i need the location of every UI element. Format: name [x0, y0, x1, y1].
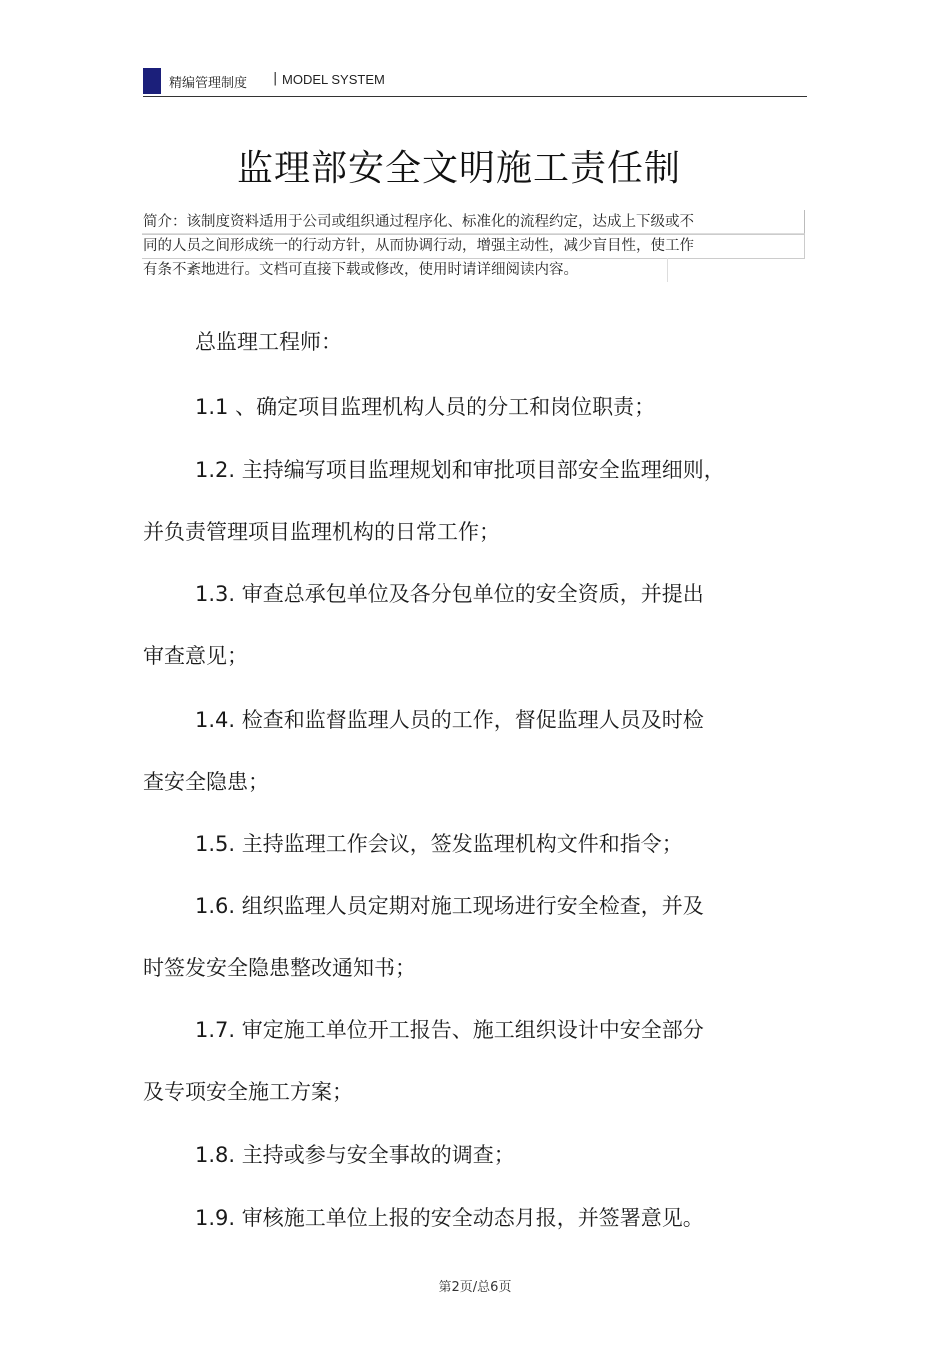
document-title: 监理部安全文明施工责任制: [236, 148, 681, 189]
intro-box-border: [142, 234, 805, 259]
intro-line: [143, 234, 805, 258]
body-line: 1.2. 主持编写项目监理规划和审批项目部安全监理细则，: [195, 458, 725, 482]
body-line: 及专项安全施工方案；: [143, 1080, 353, 1104]
body-line: 1.5. 主持监理工作会议，签发监理机构文件和指令；: [195, 832, 683, 856]
intro-text: 有条不紊地进行。文档可直接下载或修改，使用时请详细阅读内容。: [143, 262, 578, 278]
header-separator: |: [273, 71, 278, 86]
body-line: 1.3. 审查总承包单位及各分包单位的安全资质，并提出: [195, 582, 704, 606]
intro-section: [143, 210, 805, 282]
header-model-system: MODEL SYSTEM: [282, 72, 385, 87]
page-number: 第2页/总6页: [438, 1280, 512, 1295]
body-line: 时签发安全隐患整改通知书；: [143, 956, 416, 980]
header-title: 精编管理制度: [169, 76, 248, 91]
body-line: 1.1 、确定项目监理机构人员的分工和岗位职责；: [195, 395, 656, 419]
intro-box-border: [667, 258, 668, 282]
body-line: 1.8. 主持或参与安全事故的调查；: [195, 1143, 515, 1167]
body-line: 并负责管理项目监理机构的日常工作；: [143, 520, 500, 544]
intro-line: [143, 258, 805, 282]
logo-icon: [143, 68, 161, 94]
body-line: 1.7. 审定施工单位开工报告、施工组织设计中安全部分: [195, 1018, 704, 1042]
body-line: 查安全隐患；: [143, 770, 269, 794]
intro-box-border: [142, 210, 805, 234]
page-header: [143, 66, 807, 97]
intro-text: 同的人员之间形成统一的行动方针，从而协调行动，增强主动性，减少盲目性，使工作: [143, 238, 694, 254]
body-line: 审查意见；: [143, 644, 248, 668]
body-line: 1.4. 检查和监督监理人员的工作，督促监理人员及时检: [195, 708, 704, 732]
intro-text: 简介：该制度资料适用于公司或组织通过程序化、标准化的流程约定，达成上下级或不: [143, 214, 694, 230]
body-line: 1.6. 组织监理人员定期对施工现场进行安全检查，并及: [195, 894, 704, 918]
body-line: 1.9. 审核施工单位上报的安全动态月报，并签署意见。: [195, 1206, 704, 1230]
body-line: 总监理工程师：: [195, 330, 342, 354]
intro-line: [143, 210, 805, 234]
